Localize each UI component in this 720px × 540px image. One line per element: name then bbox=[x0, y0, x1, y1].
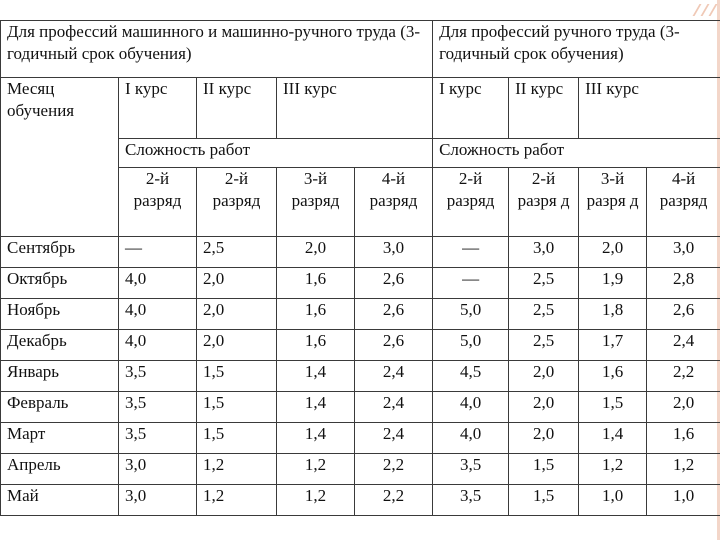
value-cell: 2,5 bbox=[509, 268, 579, 299]
complexity-manual: Сложность работ bbox=[433, 139, 720, 168]
value-cell: 1,4 bbox=[277, 361, 355, 392]
month-cell: Январь bbox=[1, 361, 119, 392]
value-cell: 2,8 bbox=[647, 268, 720, 299]
value-cell: — bbox=[433, 237, 509, 268]
value-cell: 1,6 bbox=[277, 268, 355, 299]
table-row bbox=[1, 330, 720, 361]
header-manual-group: Для профессий ручного труда (3-годичный срок обучения) bbox=[433, 21, 720, 78]
value-cell: 4,0 bbox=[433, 423, 509, 454]
value-cell: 3,5 bbox=[119, 392, 197, 423]
value-cell: 3,0 bbox=[119, 485, 197, 516]
value-cell: 3,0 bbox=[355, 237, 433, 268]
value-cell: 5,0 bbox=[433, 330, 509, 361]
value-cell: 1,5 bbox=[509, 485, 579, 516]
value-cell: 1,5 bbox=[197, 392, 277, 423]
value-cell: 5,0 bbox=[433, 299, 509, 330]
value-cell: 2,0 bbox=[509, 361, 579, 392]
value-cell: 1,4 bbox=[277, 392, 355, 423]
value-cell: 1,4 bbox=[579, 423, 647, 454]
value-cell: 2,2 bbox=[647, 361, 720, 392]
value-cell: 4,0 bbox=[119, 299, 197, 330]
header-machine-group: Для профессий машинного и машинно-ручного труда (3-годичный срок обучения) bbox=[1, 21, 433, 78]
table-row bbox=[1, 268, 720, 299]
month-cell: Октябрь bbox=[1, 268, 119, 299]
value-cell: 2,5 bbox=[197, 237, 277, 268]
month-cell: Май bbox=[1, 485, 119, 516]
value-cell: — bbox=[119, 237, 197, 268]
value-cell: 1,9 bbox=[579, 268, 647, 299]
value-cell: 3,5 bbox=[433, 485, 509, 516]
table-row bbox=[1, 299, 720, 330]
value-cell: 4,0 bbox=[433, 392, 509, 423]
value-cell: 4,0 bbox=[119, 268, 197, 299]
value-cell: 1,5 bbox=[509, 454, 579, 485]
table-row bbox=[1, 392, 720, 423]
value-cell: 1,2 bbox=[277, 485, 355, 516]
value-cell: 2,0 bbox=[647, 392, 720, 423]
month-cell: Сентябрь bbox=[1, 237, 119, 268]
value-cell: 3,0 bbox=[119, 454, 197, 485]
value-cell: 1,5 bbox=[197, 423, 277, 454]
value-cell: 2,5 bbox=[509, 299, 579, 330]
value-cell: 4,5 bbox=[433, 361, 509, 392]
table-row bbox=[1, 361, 720, 392]
value-cell: 2,4 bbox=[355, 361, 433, 392]
value-cell: 1,6 bbox=[277, 330, 355, 361]
course-manual-1: I курс bbox=[433, 78, 509, 139]
value-cell: 1,7 bbox=[579, 330, 647, 361]
corner-decoration bbox=[680, 0, 720, 20]
course-machine-2: II курс bbox=[197, 78, 277, 139]
value-cell: 2,0 bbox=[197, 299, 277, 330]
value-cell: 4,0 bbox=[119, 330, 197, 361]
value-cell: 2,0 bbox=[197, 330, 277, 361]
value-cell: 1,5 bbox=[197, 361, 277, 392]
value-cell: 2,4 bbox=[355, 423, 433, 454]
value-cell: 3,5 bbox=[119, 423, 197, 454]
grade-manual-2: 2-й разря д bbox=[509, 168, 579, 237]
value-cell: 2,2 bbox=[355, 454, 433, 485]
value-cell: 3,0 bbox=[509, 237, 579, 268]
value-cell: 2,4 bbox=[647, 330, 720, 361]
value-cell: 1,4 bbox=[277, 423, 355, 454]
value-cell: 2,6 bbox=[355, 330, 433, 361]
value-cell: 3,5 bbox=[433, 454, 509, 485]
grade-machine-2: 2-й разряд bbox=[197, 168, 277, 237]
grade-manual-4: 4-й разряд bbox=[647, 168, 720, 237]
value-cell: 1,5 bbox=[579, 392, 647, 423]
value-cell: 3,5 bbox=[119, 361, 197, 392]
value-cell: 2,0 bbox=[197, 268, 277, 299]
value-cell: 2,0 bbox=[509, 392, 579, 423]
value-cell: 2,0 bbox=[277, 237, 355, 268]
table-row bbox=[1, 454, 720, 485]
value-cell: 3,0 bbox=[647, 237, 720, 268]
value-cell: 2,6 bbox=[355, 268, 433, 299]
value-cell: 2,4 bbox=[355, 392, 433, 423]
value-cell: 2,5 bbox=[509, 330, 579, 361]
value-cell: 1,2 bbox=[579, 454, 647, 485]
value-cell: 2,6 bbox=[647, 299, 720, 330]
course-machine-1: I курс bbox=[119, 78, 197, 139]
value-cell: 1,6 bbox=[277, 299, 355, 330]
value-cell: — bbox=[433, 268, 509, 299]
training-norms-table bbox=[0, 20, 720, 516]
course-manual-2: II курс bbox=[509, 78, 579, 139]
value-cell: 1,2 bbox=[647, 454, 720, 485]
value-cell: 1,0 bbox=[647, 485, 720, 516]
header-month: Месяц обучения bbox=[1, 78, 119, 237]
grade-machine-4: 4-й разряд bbox=[355, 168, 433, 237]
value-cell: 1,2 bbox=[197, 485, 277, 516]
value-cell: 1,6 bbox=[647, 423, 720, 454]
month-cell: Ноябрь bbox=[1, 299, 119, 330]
grade-machine-3: 3-й разряд bbox=[277, 168, 355, 237]
table-row bbox=[1, 237, 720, 268]
month-cell: Март bbox=[1, 423, 119, 454]
value-cell: 1,0 bbox=[579, 485, 647, 516]
grade-machine-1: 2-й разряд bbox=[119, 168, 197, 237]
complexity-machine: Сложность работ bbox=[119, 139, 433, 168]
grade-manual-1: 2-й разряд bbox=[433, 168, 509, 237]
month-cell: Декабрь bbox=[1, 330, 119, 361]
course-machine-3: III курс bbox=[277, 78, 433, 139]
course-manual-3: III курс bbox=[579, 78, 720, 139]
value-cell: 2,0 bbox=[579, 237, 647, 268]
value-cell: 1,2 bbox=[277, 454, 355, 485]
value-cell: 1,2 bbox=[197, 454, 277, 485]
value-cell: 2,0 bbox=[509, 423, 579, 454]
value-cell: 2,6 bbox=[355, 299, 433, 330]
month-cell: Февраль bbox=[1, 392, 119, 423]
grade-manual-3: 3-й разря д bbox=[579, 168, 647, 237]
table-row bbox=[1, 485, 720, 516]
value-cell: 1,6 bbox=[579, 361, 647, 392]
value-cell: 1,8 bbox=[579, 299, 647, 330]
month-cell: Апрель bbox=[1, 454, 119, 485]
value-cell: 2,2 bbox=[355, 485, 433, 516]
table-row bbox=[1, 423, 720, 454]
